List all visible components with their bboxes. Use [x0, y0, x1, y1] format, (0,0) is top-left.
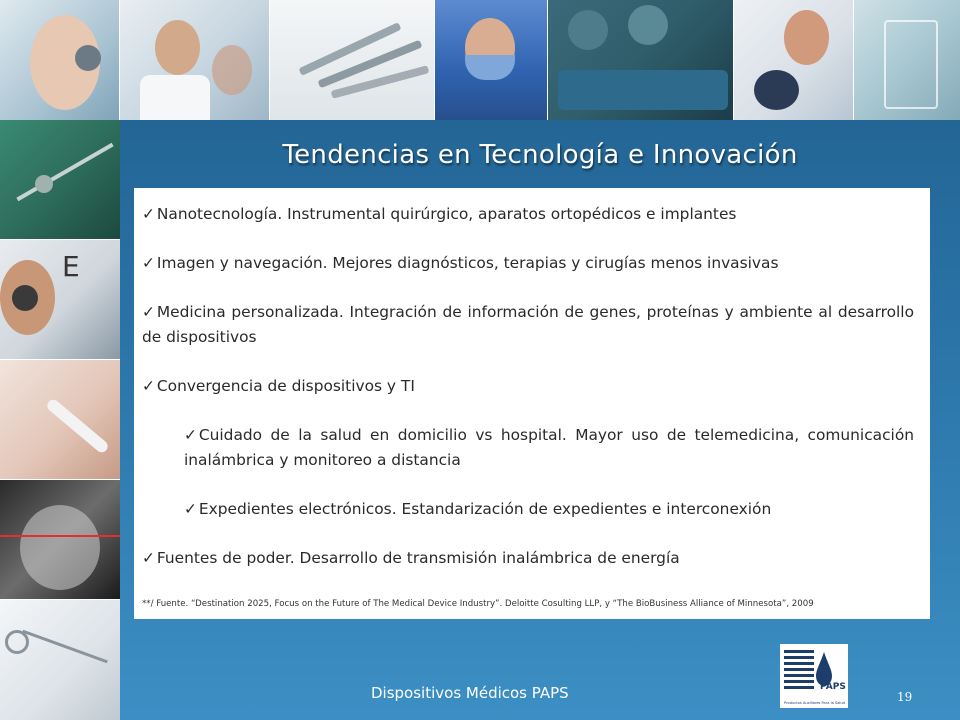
syringes-photo [270, 0, 435, 120]
bullet-text: Medicina personalizada. Integración de información de genes, proteínas y ambiente al desarrollo de dispositivos [142, 303, 914, 346]
logo-tagline: Productos Auxiliares Para la Salud [784, 701, 845, 705]
doctor-xray-photo [120, 0, 270, 120]
chest-xray-photo [0, 480, 120, 600]
bullet-item [184, 497, 914, 522]
bullet-text: Fuentes de poder. Desarrollo de transmisión inalámbrica de energía [156, 549, 680, 567]
operating-room-photo [548, 0, 734, 120]
insulin-pen-photo [0, 360, 120, 480]
paps-logo-graphic [780, 644, 848, 708]
slide-title: Tendencias en Tecnología e Innovación [282, 140, 798, 170]
bullet-text: Imagen y navegación. Mejores diagnósticos, terapias y cirugías menos invasivas [156, 254, 779, 272]
top-photo-strip [0, 0, 960, 120]
bullet-item [142, 300, 914, 350]
lab-glassware-photo [854, 0, 960, 120]
checkmark-icon: ✓ [142, 303, 155, 321]
logo-name: PAPS [820, 682, 846, 692]
left-photo-strip [0, 120, 120, 720]
surgical-scissors-photo [0, 600, 120, 720]
medical-instruments-photo [0, 120, 120, 240]
checkmark-icon: ✓ [142, 549, 155, 567]
bullet-item [142, 251, 914, 276]
checkmark-icon: ✓ [184, 426, 197, 444]
footnote: **/ Fuente. “Destination 2025, Focus on the Future of The Medical Device Industry”. Deloitte Cosulting LLP, y “The BioBusiness Alliance of Minnesota”, 2009 [142, 599, 814, 609]
bullet-text: Expedientes electrónicos. Estandarización de expedientes e interconexión [198, 500, 772, 518]
bullet-list [142, 202, 914, 571]
bullet-item [142, 546, 914, 571]
footer-text: Dispositivos Médicos PAPS [371, 684, 569, 702]
slide-number: 19 [897, 690, 913, 704]
nurse-stethoscope-photo [0, 0, 120, 120]
checkmark-icon: ✓ [184, 500, 197, 518]
checkmark-icon: ✓ [142, 254, 155, 272]
bullet-item [142, 374, 914, 399]
bullet-item [184, 423, 914, 473]
bullet-item [142, 202, 914, 227]
content-panel [134, 188, 930, 619]
bullet-text: Convergencia de dispositivos y TI [156, 377, 415, 395]
bullet-text: Nanotecnología. Instrumental quirúrgico, aparatos ortopédicos e implantes [156, 205, 737, 223]
bullet-text: Cuidado de la salud en domicilio vs hospital. Mayor uso de telemedicina, comunicación inalámbrica y monitoreo a distancia [184, 426, 914, 469]
surgeon-photo [435, 0, 548, 120]
patient-blood-pressure-photo [734, 0, 854, 120]
checkmark-icon: ✓ [142, 377, 155, 395]
paps-logo [780, 644, 848, 708]
checkmark-icon: ✓ [142, 205, 155, 223]
eye-exam-photo: E [0, 240, 120, 360]
